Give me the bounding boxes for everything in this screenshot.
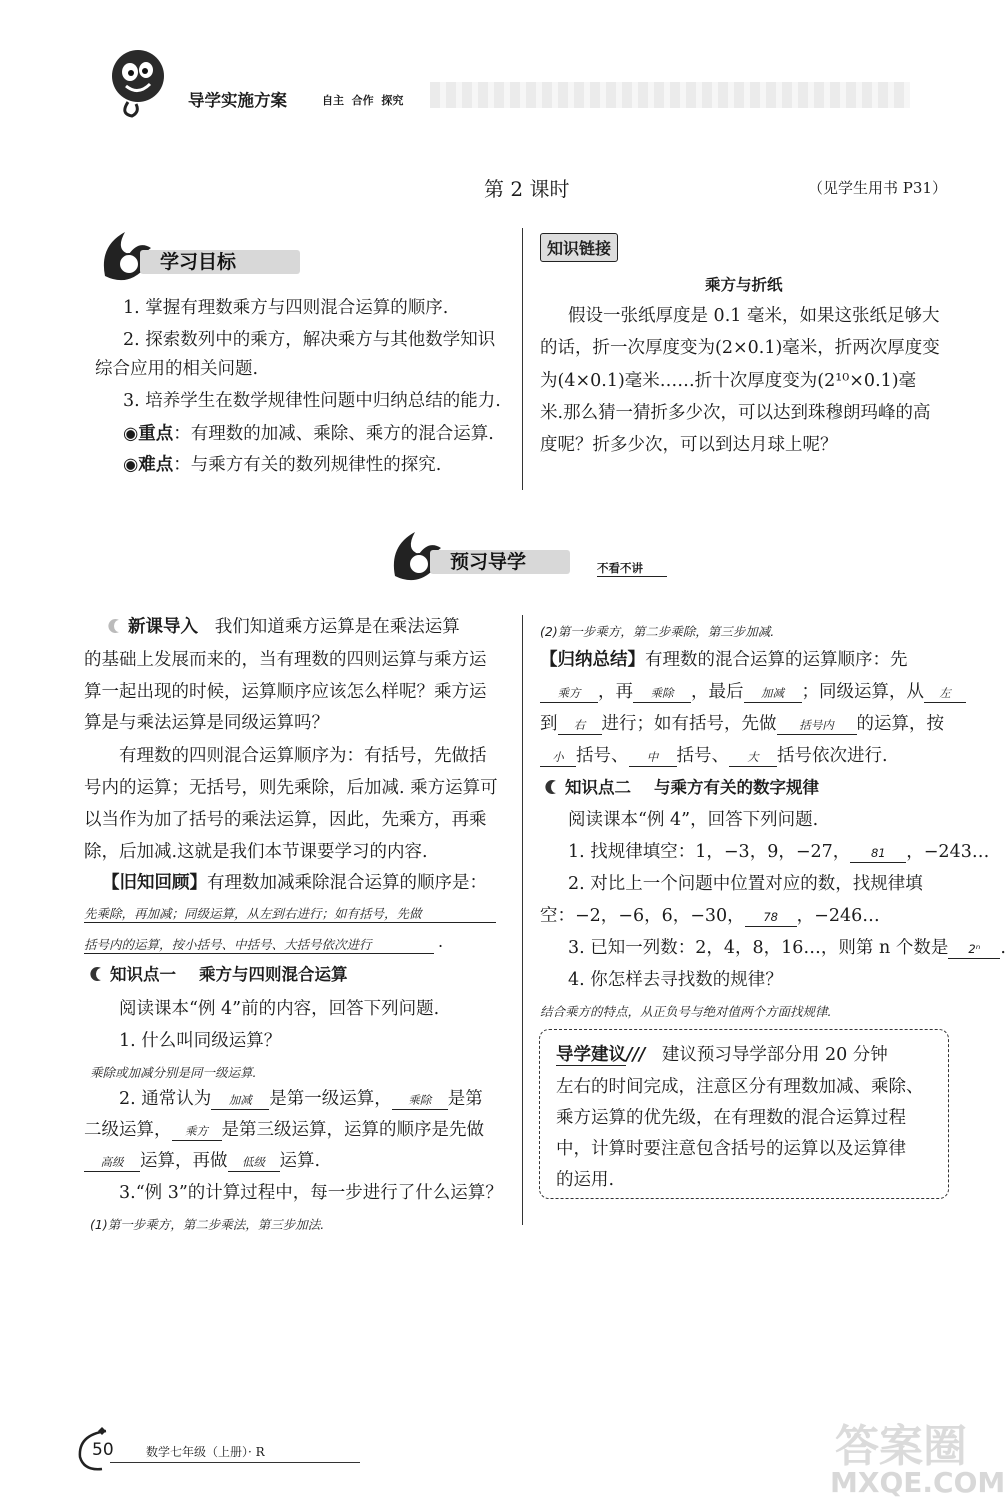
key-point-label: ◉重点 — [123, 424, 174, 444]
difficult-point-label: ◉难点 — [123, 455, 174, 475]
summary-t4: 到 — [540, 714, 558, 734]
header-subtitle: 自主 合作 探究 — [322, 94, 404, 107]
review-answer-1: 先乘除，再加减；同级运算，从左到右进行；如有括号，先做 — [84, 904, 496, 923]
kp2-read: 阅读课本“例 4”，回答下列问题. — [568, 810, 819, 830]
advice-line-5: 的运用. — [556, 1170, 615, 1190]
objectives-banner-label: 学习目标 — [140, 250, 300, 274]
summary-label: 【归纳总结】 — [540, 650, 645, 670]
summary-line-2 — [540, 682, 966, 703]
q2-text-c: 是第 — [447, 1089, 483, 1109]
blank-middle: 中 — [629, 748, 677, 767]
header-decoration — [430, 82, 910, 108]
q2-text-a: 2. 通常认为 — [119, 1089, 212, 1109]
summary-t1: ，再 — [598, 682, 633, 702]
column-divider-main — [522, 615, 523, 1225]
para-line-2: 号内的运算；无括号，则先乘除，后加减. 乘方运算可 — [84, 778, 498, 798]
q3-answer-1: (1)第一步乘方，第二步乘法，第三步加法. — [90, 1217, 325, 1232]
summary-text: 有理数的混合运算的运算顺序：先 — [645, 650, 908, 670]
advice-line-1 — [556, 1045, 888, 1065]
summary-t5: 进行；如有括号，先做 — [601, 714, 777, 734]
kp1-label: 知识点一 — [110, 965, 176, 984]
book-title: 数学七年级（上册）· R — [146, 1445, 265, 1459]
q1: 1. 什么叫同级运算？ — [119, 1031, 282, 1051]
blank-left: 左 — [924, 684, 966, 703]
blank-muldiv: 乘除 — [633, 684, 691, 703]
r2-text-b: 空：−2，−6，6，−30， — [540, 906, 745, 926]
blank-higher: 高级 — [84, 1153, 140, 1172]
objectives-banner — [95, 238, 305, 278]
q2-line-3 — [84, 1151, 320, 1172]
kp2-heading — [547, 778, 819, 798]
blank-first-level: 加减 — [211, 1091, 269, 1110]
knowledge-line-5: 度呢？折多少次，可以到达月球上呢？ — [540, 435, 838, 455]
objective-3: 3. 培养学生在数学规律性问题中归纳总结的能力. — [123, 391, 501, 411]
summary-t6: 的运算，按 — [856, 714, 944, 734]
page-number: 50 — [92, 1440, 114, 1460]
objective-2: 2. 探索数列中的乘方，解决乘方与其他数学知识 — [123, 330, 496, 350]
review-text: 有理数加减乘除混合运算的顺序是： — [207, 873, 487, 893]
kp1-heading — [92, 965, 347, 985]
r3-text-c: . — [1000, 938, 1006, 958]
q3: 3.“例 3”的计算过程中，每一步进行了什么运算？ — [119, 1183, 503, 1203]
kp2-title: 与乘方有关的数字规律 — [653, 778, 819, 797]
header-title: 导学实施方案 — [188, 91, 287, 110]
blank-nth-term: 2ⁿ — [948, 940, 1000, 959]
objective-2-cont: 综合应用的相关问题. — [95, 359, 259, 379]
intro-label: 新课导入 — [128, 617, 198, 637]
para-line-3: 以当作为加了括号的乘法运算，因此，先乘方，再乘 — [84, 810, 487, 830]
summary-line-1 — [540, 650, 908, 670]
blank-addsub: 加减 — [744, 684, 802, 703]
q2-text-d: 二级运算， — [84, 1120, 172, 1140]
intro-line-3: 算一起出现的时候，运算顺序应该怎么样呢？乘方运 — [84, 682, 487, 702]
summary-line-4 — [540, 746, 888, 767]
summary-t2: ，最后 — [691, 682, 744, 702]
blank-power: 乘方 — [540, 684, 598, 703]
watermark-text: 答案圈 — [835, 1421, 967, 1472]
q2-line-2 — [84, 1120, 484, 1141]
blank-second-level: 乘除 — [392, 1091, 448, 1110]
preview-banner-label: 预习导学 — [430, 550, 570, 574]
q2-line-1 — [119, 1089, 483, 1110]
kp1-read: 阅读课本“例 4”前的内容，回答下列问题. — [119, 999, 440, 1019]
review-line — [102, 873, 487, 893]
q2-text-b: 是第一级运算， — [269, 1089, 392, 1109]
q2-text-f: 运算，再做 — [140, 1151, 228, 1171]
knowledge-link-tag: 知识链接 — [540, 233, 618, 262]
column-divider-top — [522, 228, 523, 490]
crescent-icon — [547, 780, 559, 794]
summary-t8: 括号、 — [676, 746, 729, 766]
preview-note: 不看不讲 — [597, 560, 667, 577]
summary-line-3 — [540, 714, 944, 735]
advice-label: 导学建议 — [556, 1045, 626, 1065]
r4-answer: 结合乘方的特点，从正负号与绝对值两个方面找规律. — [540, 1004, 832, 1019]
kp2-label: 知识点二 — [565, 778, 631, 797]
intro-line-2: 的基础上发展而来的，当有理数的四则运算与乘方运 — [84, 650, 487, 670]
mascot-logo — [100, 42, 180, 122]
crescent-icon — [110, 619, 122, 633]
intro-line-1 — [110, 617, 460, 637]
knowledge-line-4: 米.那么猜一猜折多少次，可以达到珠穆朗玛峰的高 — [540, 403, 931, 423]
preview-banner — [385, 538, 675, 578]
crescent-icon — [92, 967, 104, 981]
watermark-url: MXQE.COM — [830, 1466, 1006, 1499]
lesson-reference: （见学生用书 P31） — [808, 179, 947, 197]
q2-text-g: 运算. — [279, 1151, 321, 1171]
advice-slashes: /// — [626, 1045, 646, 1065]
knowledge-line-2: 的话，折一次厚度变为(2×0.1)毫米，折两次厚度变 — [540, 338, 940, 358]
knowledge-link-title: 乘方与折纸 — [705, 276, 783, 294]
q1-answer: 乘除或加减分别是同一级运算. — [90, 1065, 257, 1080]
review-answer-2: 括号内的运算，按小括号、中括号、大括号依次进行 — [84, 935, 434, 954]
q2-text-e: 是第三级运算，运算的顺序是先做 — [221, 1120, 484, 1140]
para-line-1: 有理数的四则混合运算顺序为：有括号，先做括 — [119, 746, 487, 766]
r2-text-d: ，−246… — [796, 906, 880, 926]
lesson-title: 第 2 课时 — [484, 177, 570, 201]
key-point-text: ：有理数的加减、乘除、乘方的混合运算. — [173, 424, 494, 444]
advice-line-2: 左右的时间完成，注意区分有理数加减、乘除、 — [556, 1077, 924, 1097]
blank-pattern-2: 78 — [745, 908, 797, 927]
key-point — [123, 424, 494, 444]
blank-parentheses: 括号内 — [777, 716, 857, 735]
summary-t7: 括号、 — [576, 746, 629, 766]
blank-large: 大 — [729, 748, 777, 767]
summary-t9: 括号依次进行. — [777, 746, 888, 766]
knowledge-line-3: 为(4×0.1)毫米……折十次厚度变为(2¹⁰×0.1)毫 — [540, 371, 917, 391]
r2-line-1: 2. 对比上一个问题中位置对应的数，找规律填 — [568, 874, 923, 894]
blank-right: 右 — [558, 716, 602, 735]
footer-rule — [110, 1462, 360, 1463]
intro-text: 我们知道乘方运算是在乘法运算 — [214, 617, 460, 637]
blank-small: 小 — [540, 748, 576, 767]
objective-1: 1. 掌握有理数乘方与四则混合运算的顺序. — [123, 298, 449, 318]
r3 — [568, 938, 1006, 959]
advice-text-1: 建议预习导学部分用 20 分钟 — [661, 1045, 888, 1065]
r1 — [568, 842, 989, 863]
r1-text-c: ，−243… — [906, 842, 990, 862]
advice-line-4: 中，计算时要注意包含括号的运算以及运算律 — [556, 1139, 906, 1159]
blank-lower: 低级 — [228, 1153, 280, 1172]
kp1-title: 乘方与四则混合运算 — [198, 965, 348, 984]
intro-line-4: 算是与乘法运算是同级运算吗？ — [84, 713, 329, 733]
r1-text-a: 1. 找规律填空：1，−3，9，−27， — [568, 842, 851, 862]
blank-pattern-1: 81 — [850, 844, 906, 863]
review-label: 【旧知回顾】 — [102, 873, 207, 893]
summary-t3: ；同级运算，从 — [801, 682, 924, 702]
difficult-point-text: ：与乘方有关的数列规律性的探究. — [173, 455, 442, 475]
advice-line-3: 乘方运算的优先级，在有理数的混合运算过程 — [556, 1108, 906, 1128]
para-line-4: 除，后加减.这就是我们本节课要学习的内容. — [84, 842, 428, 862]
r4: 4. 你怎样去寻找数的规律？ — [568, 970, 783, 990]
knowledge-line-1: 假设一张纸厚度是 0.1 毫米，如果这张纸足够大 — [568, 306, 940, 326]
review-period: . — [438, 932, 444, 951]
q3-answer-2: (2)第一步乘方，第二步乘除，第三步加减. — [540, 624, 775, 639]
r2-line-2 — [540, 906, 880, 927]
blank-third-level: 乘方 — [172, 1122, 222, 1141]
r3-text-a: 3. 已知一列数：2，4，8，16…，则第 n 个数是 — [568, 938, 949, 958]
difficult-point — [123, 455, 441, 475]
